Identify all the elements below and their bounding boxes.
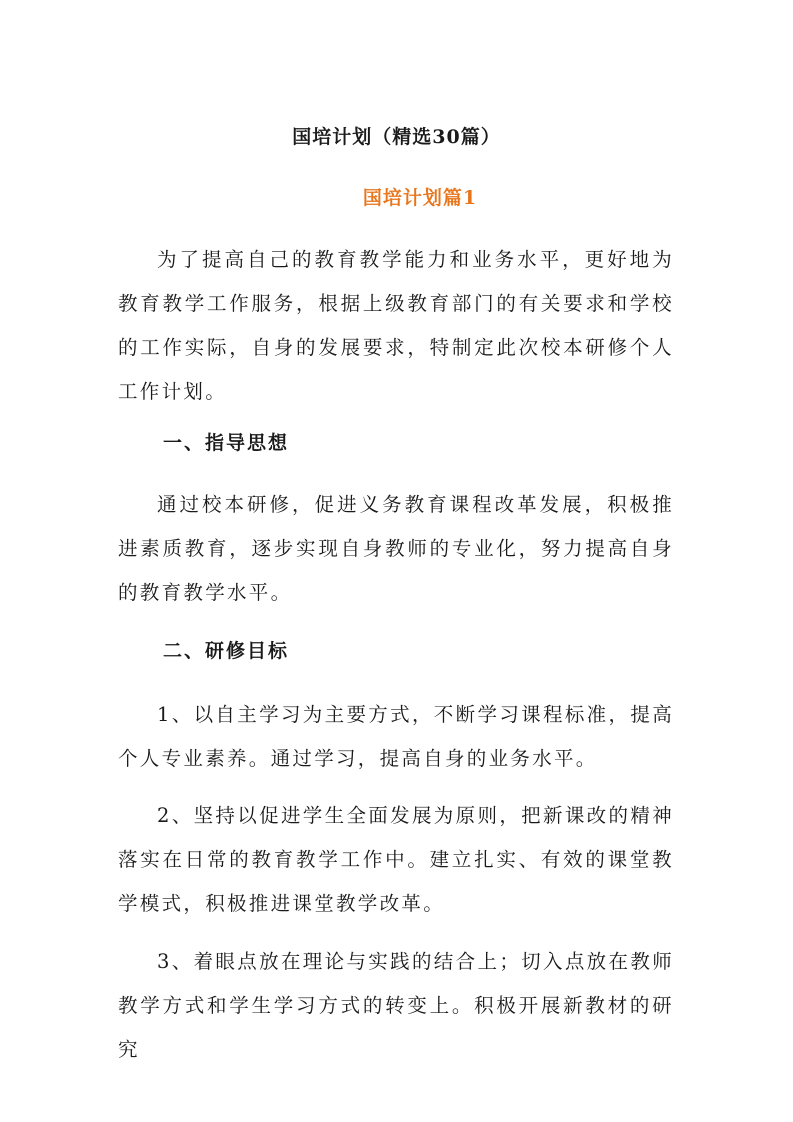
heading-training-goals: 二、研修目标 [163,640,290,662]
heading-guiding-ideology: 一、指导思想 [163,432,290,454]
goal-paragraph-2: 2、坚持以促进学生全面发展为原则，把新课改的精神落实在日常的教育教学工作中。建立扎实、有效的课堂教学模式，积极推进课堂教学改革。 [118,804,674,915]
guiding-ideology-paragraph: 通过校本研修，促进义务教育课程改革发展，积极推进素质教育，逐步实现自身教师的专业化，努力提高自身的教育教学水平。 [118,493,674,604]
goal-paragraph-1: 1、以自主学习为主要方式，不断学习课程标准，提高个人专业素养。通过学习，提高自身的业务水平。 [118,703,674,770]
goal-paragraph-3: 3、着眼点放在理论与实践的结合上；切入点放在教师教学方式和学生学习方式的转变上。积极开展新教材的研究 [118,950,674,1061]
intro-paragraph: 为了提高自己的教育教学能力和业务水平，更好地为教育教学工作服务，根据上级教育部门的有关要求和学校的工作实际，自身的发展要求，特制定此次校本研修个人工作计划。 [118,248,674,403]
section-title: 国培计划篇1 [362,187,478,209]
document-title: 国培计划（精选30篇） [292,126,501,148]
